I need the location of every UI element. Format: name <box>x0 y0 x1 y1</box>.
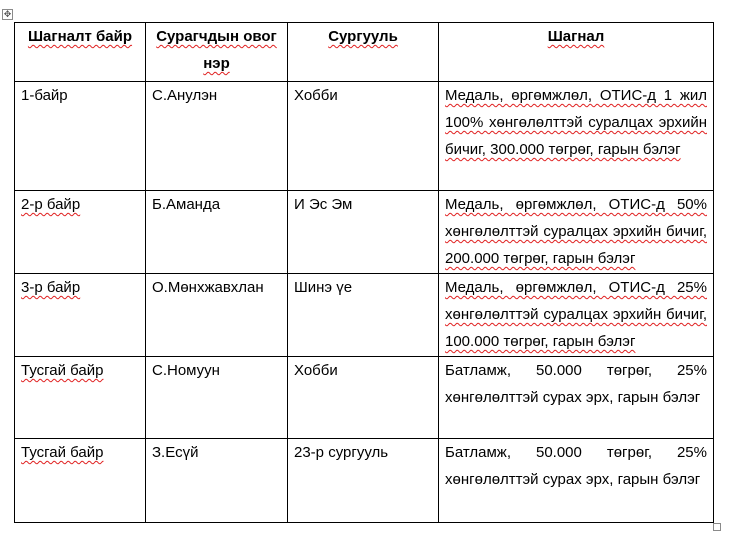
cell-place[interactable]: Тусгай байр <box>15 439 146 523</box>
cell-award[interactable]: Медаль, өргөмжлөл, ОТИС-д 50% хөнгөлөлттэй суралцах эрхийн бичиг, 200.000 төгрөг, гарын бэлэг <box>439 191 714 274</box>
table-row <box>15 191 714 274</box>
cell-award[interactable]: Медаль, өргөмжлөл, ОТИС-д 25% хөнгөлөлттэй суралцах эрхийн бичиг, 100.000 төгрөг, гарын бэлэг <box>439 274 714 357</box>
cell-school[interactable]: И Эс Эм <box>288 191 439 274</box>
awards-table <box>14 22 714 523</box>
cell-place[interactable]: 2-р байр <box>15 191 146 274</box>
table-header-row <box>15 23 714 82</box>
header-award[interactable]: Шагнал <box>439 23 714 82</box>
cell-place[interactable]: 1-байр <box>15 82 146 191</box>
table-move-handle-icon[interactable]: ✥ <box>3 9 12 19</box>
header-place[interactable]: Шагналт байр <box>15 23 146 82</box>
cell-school[interactable]: Шинэ үе <box>288 274 439 357</box>
cell-name[interactable]: О.Мөнхжавхлан <box>146 274 288 357</box>
cell-name[interactable]: Б.Аманда <box>146 191 288 274</box>
cell-award[interactable]: Батламж, 50.000 төгрөг, 25% хөнгөлөлттэй сурах эрх, гарын бэлэг <box>439 439 714 523</box>
table-row <box>15 274 714 357</box>
cell-school[interactable]: 23-р сургууль <box>288 439 439 523</box>
cell-name[interactable]: С.Номуун <box>146 357 288 439</box>
cell-name[interactable]: З.Есүй <box>146 439 288 523</box>
cell-award[interactable]: Медаль, өргөмжлөл, ОТИС-д 1 жил 100% хөнгөлөлттэй суралцах эрхийн бичиг, 300.000 төгрөг, гарын бэлэг <box>439 82 714 191</box>
cell-place[interactable]: Тусгай байр <box>15 357 146 439</box>
table-row <box>15 357 714 439</box>
table-row <box>15 439 714 523</box>
cell-award[interactable]: Батламж, 50.000 төгрөг, 25% хөнгөлөлттэй сурах эрх, гарын бэлэг <box>439 357 714 439</box>
cell-place[interactable]: 3-р байр <box>15 274 146 357</box>
header-school[interactable]: Сургууль <box>288 23 439 82</box>
cell-school[interactable]: Хобби <box>288 82 439 191</box>
cell-school[interactable]: Хобби <box>288 357 439 439</box>
cell-name[interactable]: С.Анулэн <box>146 82 288 191</box>
table-resize-handle-icon[interactable] <box>713 523 721 531</box>
table-row <box>15 82 714 191</box>
header-student-name[interactable]: Сурагчдын овог нэр <box>146 23 288 82</box>
